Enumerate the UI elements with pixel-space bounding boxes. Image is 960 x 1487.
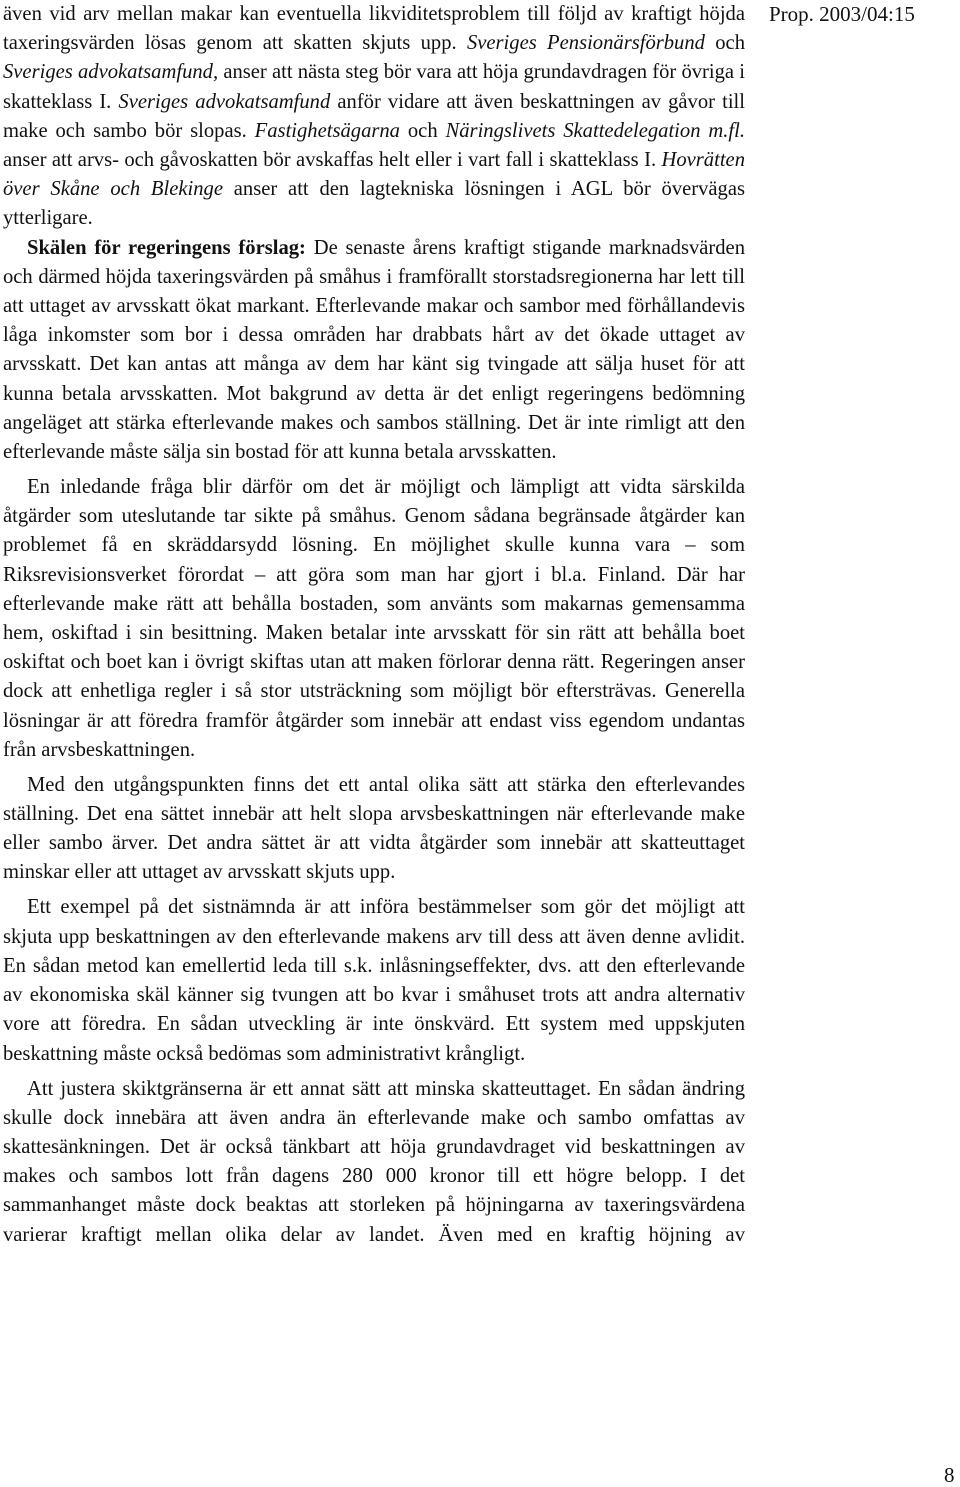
section-heading: Skälen för regeringens förslag:	[27, 236, 306, 259]
text-run: även vid arv mellan makar kan eventuella likviditetsproblem till följd av kraftigt höjda taxeringsvärden lösas genom att skatten skjuts upp.	[3, 3, 745, 55]
proposition-reference: Prop. 2003/04:15	[769, 2, 915, 26]
text-run: anför vidare att även beskattningen av gåvor till make och sambo bör slopas.	[3, 90, 745, 142]
page-number: 8	[944, 1463, 955, 1487]
paragraph-initial-question	[3, 473, 745, 765]
text-run: anser att arvs- och gåvoskatten bör avskaffas helt eller i vart fall i skatteklass I.	[3, 149, 662, 172]
text-run: En inledande fråga blir därför om det är möjligt och lämpligt att vidta särskilda åtgärder som uteslutande tar sikte på småhus. Genom sådana begränsade åtgärder kan problemet få en skräddarsydd lösning. En möjlighet skulle kunna vara – som Riksrevisionsverket förordat – att göra som man har gjort i bl.a. Finland. Där har efterlevande make rätt att behålla bostaden, som använts som makarnas gemensamma hem, oskiftad i sin besittning. Maken betalar inte arvsskatt för sin rätt att behålla boet oskiftat och boet kan i övrigt skiftas utan att maken förlorar denna rätt. Regeringen anser dock att enhetliga regler i så stor utsträckning som möjligt bör eftersträvas. Generella lösningar är att föredra framför åtgärder som innebär att endast viss egendom undantas från arvsbeskattningen.	[3, 476, 745, 761]
text-run: Att justera skiktgränserna är ett annat sätt att minska skatteuttaget. En sådan ändring skulle dock innebära att även andra än efterlevande make och sambo omfattas av skattesänkningen. Det är också tänkbart att höja grundavdraget vid beskattningen av makes och sambos lott från dagens 280 000 kronor till ett högre belopp. I det sammanhanget måste dock beaktas att storleken på höjningarna av taxeringsvärdena varierar kraftigt mellan olika delar av landet. Även med en kraftig höjning av	[3, 1077, 745, 1246]
paragraph-threshold-adjustment	[3, 1075, 745, 1250]
text-run: Med den utgångspunkten finns det ett antal olika sätt att stärka den efterlevandes ställning. Det ena sättet innebär att helt slopa arvsbeskattningen när efterlevande make eller sambo ärver. Det andra sättet är att vidta åtgärder som innebär att skatteuttaget minskar eller att uttaget av arvsskatt skjuts upp.	[3, 773, 745, 884]
text-run: och	[399, 119, 446, 142]
organization-name: Sveriges advokatsamfund,	[3, 61, 219, 84]
text-run: och	[704, 32, 745, 55]
paragraph-deferred-taxation	[3, 893, 745, 1068]
paragraph-starting-point	[3, 771, 745, 888]
document-body	[3, 0, 745, 1250]
organization-name: Sveriges advokatsamfund	[118, 90, 331, 113]
organization-name: Näringslivets Skattedelegation m.fl.	[445, 119, 746, 142]
organization-name: Sveriges Pensionärsförbund	[466, 32, 705, 55]
paragraph-consultation-responses	[3, 0, 745, 234]
text-run: De senaste årens kraftigt stigande marknadsvärden och därmed höjda taxeringsvärden på småhus i framförallt storstadsregionerna har lett till att uttaget av arvsskatt ökat markant. Efterlevande makar och sambor med förhållandevis låga inkomster som bor i dessa områden har drabbats hårt av det ökade uttaget av arvsskatt. Det kan antas att många av dem har känt sig tvingade att sälja huset för att kunna betala arvsskatten. Mot bakgrund av detta är det enligt regeringens bedömning angeläget att stärka efterlevande makes och sambos ställning. Det är inte rimligt att den efterlevande måste sälja sin bostad för att kunna betala arvsskatten.	[3, 236, 745, 464]
text-run: anser att nästa steg bör vara att höja grundavdragen för övriga i skatteklass I.	[3, 61, 745, 113]
paragraph-government-reasons	[3, 234, 745, 468]
organization-name: Fastighetsägarna	[254, 119, 400, 142]
text-run: anser att den lagtekniska lösningen i AGL bör övervägas ytterligare.	[3, 178, 746, 230]
text-run: Ett exempel på det sistnämnda är att införa bestämmelser som gör det möjligt att skjuta upp beskattningen av den efterlevande makens arv till dess att även denne avlidit. En sådan metod kan emellertid leda till s.k. inlåsningseffekter, dvs. att den efterlevande av ekonomiska skäl känner sig tvungen att bo kvar i småhuset trots att andra alternativ vore att föredra. En sådan utveckling är inte önskvärd. Ett system med uppskjuten beskattning måste också bedömas som administrativt krångligt.	[3, 896, 745, 1065]
organization-name: Hovrätten över Skåne och Blekinge	[3, 149, 745, 201]
